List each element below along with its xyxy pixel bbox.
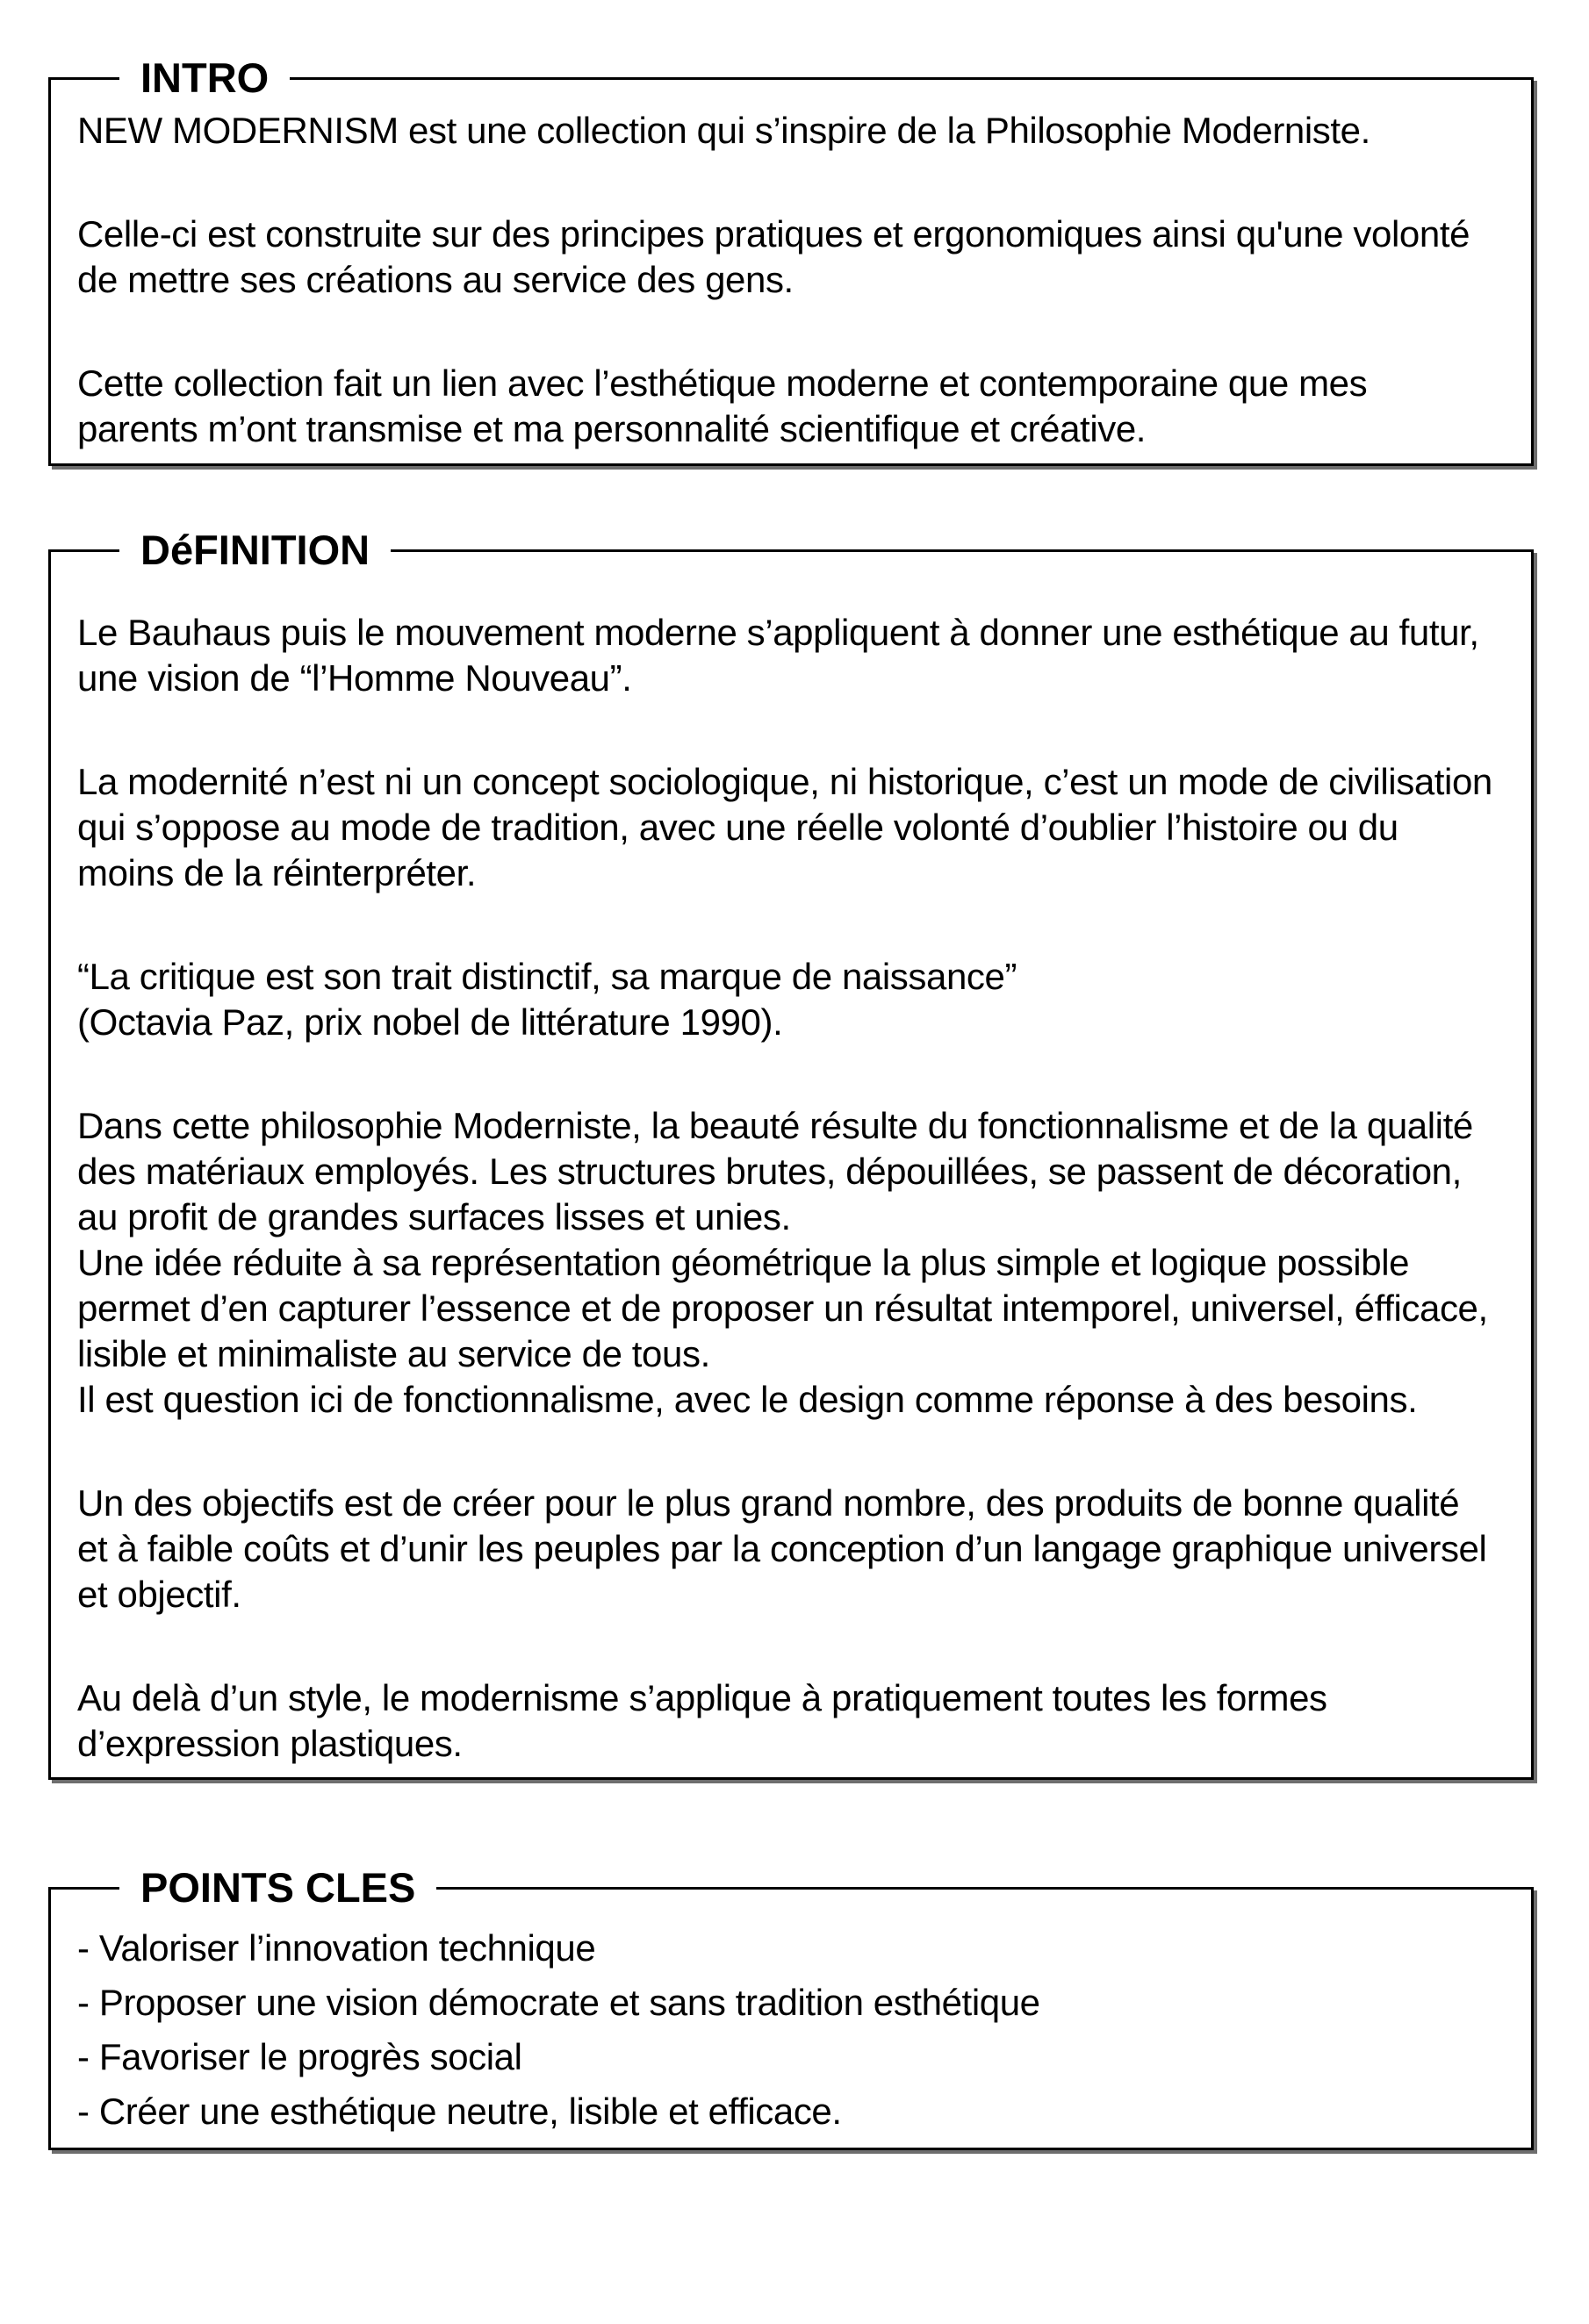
section-points-cles (48, 1864, 1534, 2150)
paragraph: - Proposer une vision démocrate et sans tradition esthétique (77, 1982, 1040, 2023)
paragraph: NEW MODERNISM est une collection qui s’inspire de la Philosophie Moderniste. (77, 110, 1370, 151)
paragraph: “La critique est son trait distinctif, sa marque de naissance” (77, 956, 1017, 997)
paragraph: - Valoriser l’innovation technique (77, 1927, 596, 1969)
section-intro (48, 54, 1534, 466)
section-intro-title: INTRO (119, 54, 290, 102)
paragraph: Une idée réduite à sa représentation géométrique la plus simple et logique possible permet d’en capturer l’essence et de proposer un résultat intemporel, universel, éfficace, lisible et minimaliste au service de tous. (77, 1242, 1488, 1374)
section-points-cles-body (51, 1890, 1531, 2148)
section-definition (48, 527, 1534, 1780)
paragraph: Au delà d’un style, le modernisme s’applique à pratiquement toutes les formes d’expression plastiques. (77, 1677, 1327, 1764)
section-definition-body (51, 552, 1531, 1777)
paragraph: Il est question ici de fonctionnalisme, avec le design comme réponse à des besoins. (77, 1379, 1418, 1420)
document-page (0, 54, 1589, 2150)
paragraph: - Créer une esthétique neutre, lisible et efficace. (77, 2091, 842, 2132)
section-intro-body (51, 80, 1531, 463)
section-points-cles-title: POINTS CLES (119, 1864, 436, 1912)
paragraph: Un des objectifs est de créer pour le plus grand nombre, des produits de bonne qualité et à faible coûts et d’unir les peuples par la conception d’un langage graphique universel et objectif. (77, 1482, 1487, 1615)
paragraph: Dans cette philosophie Moderniste, la beauté résulte du fonctionnalisme et de la qualité des matériaux employés. Les structures brutes, dépouillées, se passent de décoration, au profit de grandes surfaces lisses et unies. (77, 1105, 1473, 1237)
paragraph: Cette collection fait un lien avec l’esthétique moderne et contemporaine que mes parents m’ont transmise et ma personnalité scientifique et créative. (77, 362, 1368, 449)
section-definition-title: DéFINITION (119, 527, 391, 574)
paragraph: Le Bauhaus puis le mouvement moderne s’appliquent à donner une esthétique au futur, une vision de “l’Homme Nouveau”. (77, 612, 1479, 699)
paragraph: Celle-ci est construite sur des principes pratiques et ergonomiques ainsi qu'une volonté de mettre ses créations au service des gens. (77, 213, 1470, 300)
paragraph: - Favoriser le progrès social (77, 2036, 522, 2077)
paragraph: (Octavia Paz, prix nobel de littérature 1990). (77, 1001, 783, 1043)
paragraph: La modernité n’est ni un concept sociologique, ni historique, c’est un mode de civilisation qui s’oppose au mode de tradition, avec une réelle volonté d’oublier l’histoire ou du moins de la réinterpréter. (77, 761, 1492, 893)
